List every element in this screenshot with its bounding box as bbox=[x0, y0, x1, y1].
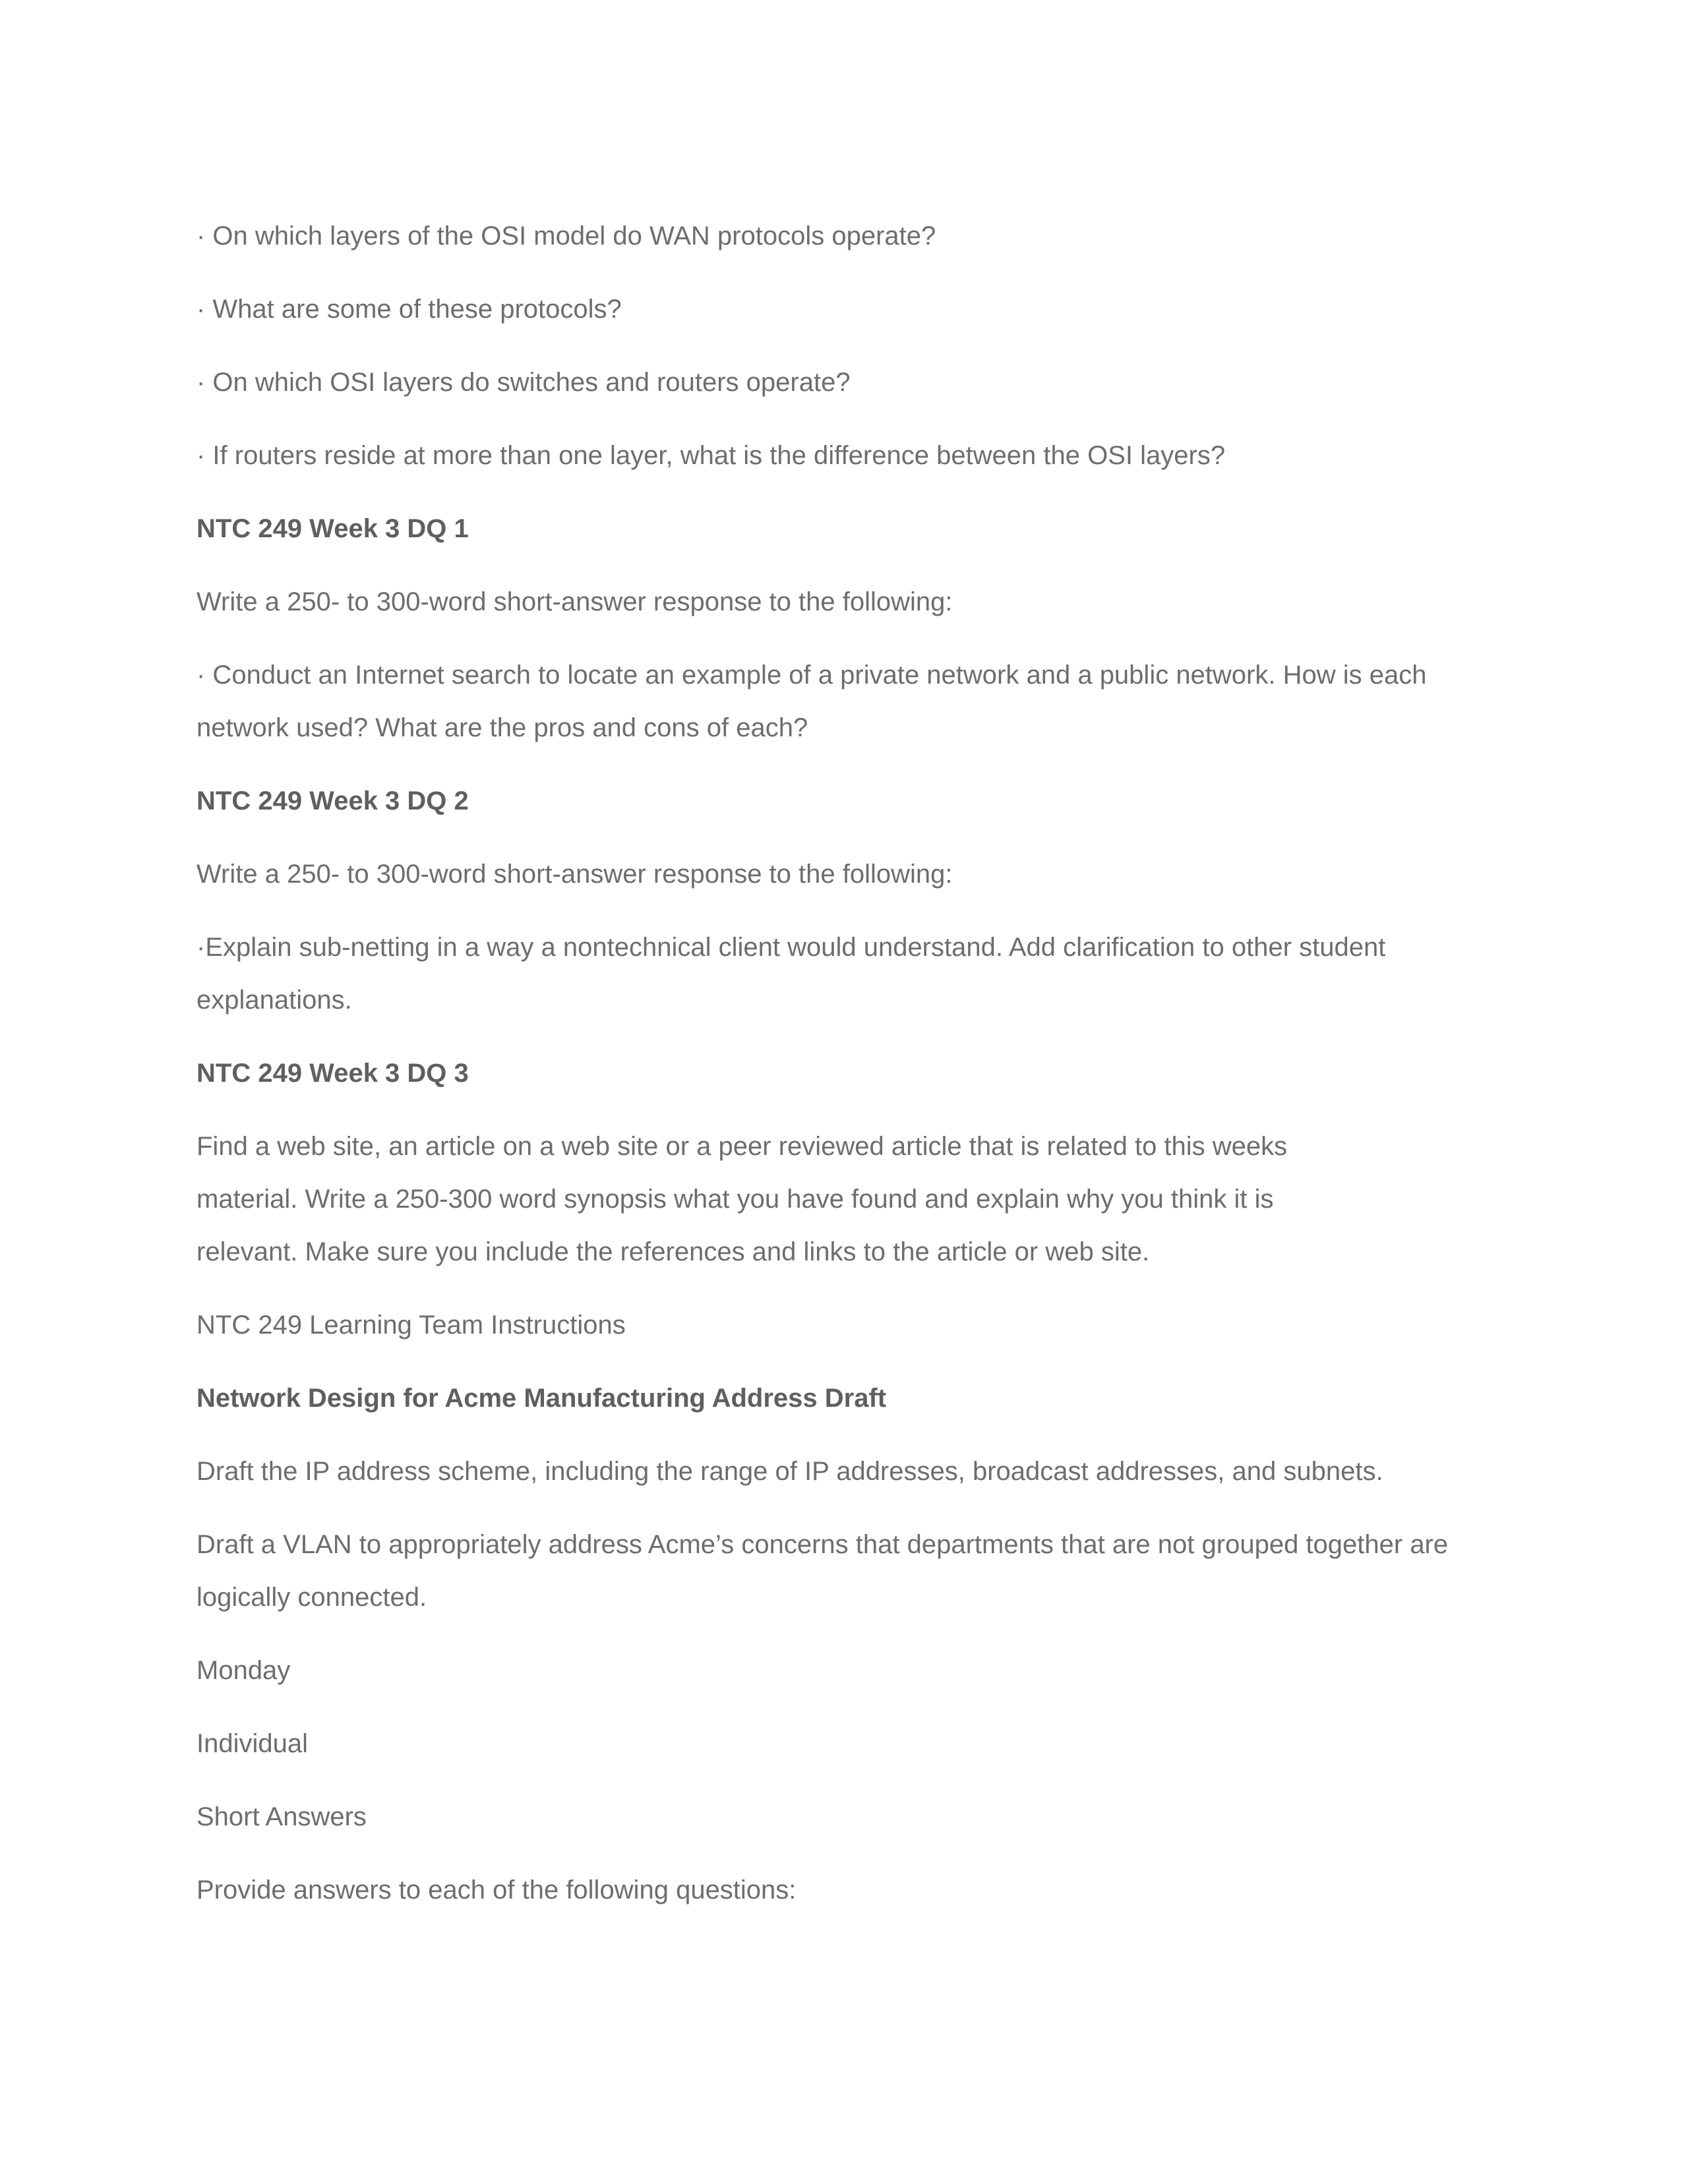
dq2-instruction: Write a 250- to 300-word short-answer response to the following: bbox=[196, 860, 953, 889]
questions-prompt: Provide answers to each of the following questions: bbox=[196, 1875, 797, 1904]
dq3-body bbox=[196, 1120, 1489, 1278]
dq3-line: material. Write a 250-300 word synopsis what you have found and explain why you think it is bbox=[196, 1185, 1274, 1214]
type-label: Individual bbox=[196, 1729, 309, 1758]
dq1-heading: NTC 249 Week 3 DQ 1 bbox=[196, 514, 469, 543]
learning-team-title: NTC 249 Learning Team Instructions bbox=[196, 1311, 626, 1340]
dq3-line: relevant. Make sure you include the references and links to the article or web site. bbox=[196, 1237, 1150, 1266]
bullet-router-layers: · If routers reside at more than one layer, what is the difference between the OSI layers? bbox=[196, 441, 1226, 470]
format-label: Short Answers bbox=[196, 1802, 367, 1831]
document-body bbox=[196, 210, 1489, 1937]
bullet-wan-protocols: · What are some of these protocols? bbox=[196, 295, 622, 324]
dq3-heading: NTC 249 Week 3 DQ 3 bbox=[196, 1059, 469, 1088]
dq2-bullet: ·Explain sub-netting in a way a nontechnical client would understand. Add clarification to other student explanations. bbox=[196, 933, 1386, 1015]
learning-team-heading: Network Design for Acme Manufacturing Address Draft bbox=[196, 1384, 887, 1413]
dq1-bullet: · Conduct an Internet search to locate an example of a private network and a public network. How is each network used? What are the pros and cons of each? bbox=[196, 661, 1427, 742]
dq1-instruction: Write a 250- to 300-word short-answer response to the following: bbox=[196, 587, 953, 616]
ip-scheme-text: Draft the IP address scheme, including the range of IP addresses, broadcast addresses, and subnets. bbox=[196, 1457, 1383, 1486]
bullet-wan-layers: · On which layers of the OSI model do WAN protocols operate? bbox=[196, 221, 936, 251]
dq3-line: Find a web site, an article on a web site or a peer reviewed article that is related to this weeks bbox=[196, 1132, 1288, 1161]
vlan-text: Draft a VLAN to appropriately address Acme’s concerns that departments that are not grouped together are logically connected. bbox=[196, 1530, 1449, 1612]
bullet-switches-routers: · On which OSI layers do switches and routers operate? bbox=[196, 368, 851, 397]
dq2-heading: NTC 249 Week 3 DQ 2 bbox=[196, 786, 469, 815]
day-label: Monday bbox=[196, 1656, 291, 1685]
